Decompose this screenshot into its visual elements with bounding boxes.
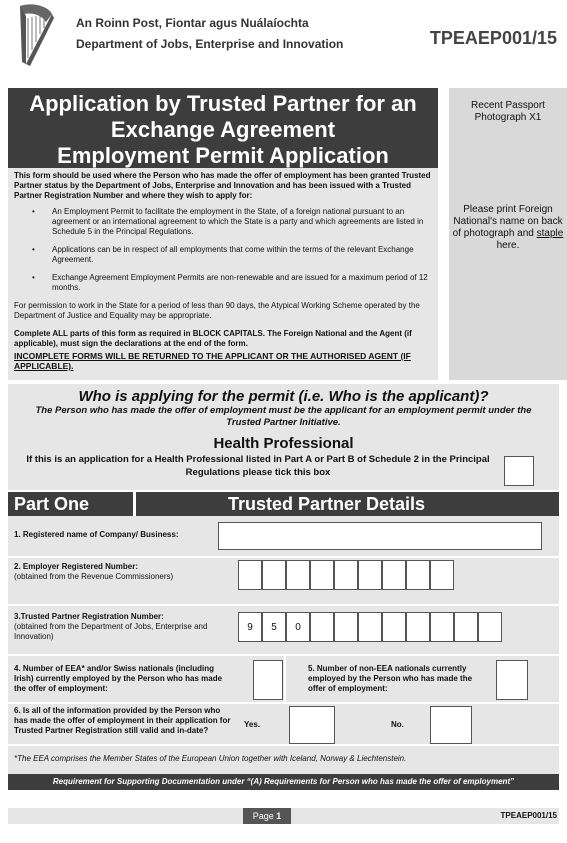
- health-professional-checkbox[interactable]: [504, 456, 534, 486]
- employer-number-cell[interactable]: [310, 560, 334, 590]
- q3-label: 3.Trusted Partner Registration Number:: [14, 612, 164, 621]
- employer-number-cell[interactable]: [382, 560, 406, 590]
- employer-number-cell[interactable]: [262, 560, 286, 590]
- photo-label: Recent Passport Photograph X1: [471, 100, 545, 123]
- photo-instruction-text: Please print Foreign National's name on back of photograph and: [452, 204, 563, 239]
- harp-logo-icon: [12, 2, 60, 70]
- page-number: 1: [276, 811, 282, 821]
- photo-instruction-end: here.: [496, 240, 520, 251]
- q3-sub: (obtained from the Department of Jobs, Enterprise and Innovation): [14, 622, 208, 641]
- photo-box: [449, 88, 567, 380]
- row-employer-number: [8, 558, 559, 606]
- instructions-box: [8, 168, 438, 380]
- q4-label: 4. Number of EEA* and/or Swiss nationals (including Irish) currently employed by the Person who has made the offer of employment:: [14, 664, 223, 693]
- employer-number-cells: [238, 560, 454, 590]
- page-label: Page: [252, 811, 277, 821]
- yes-label: Yes.: [244, 720, 261, 729]
- tp-number-cell[interactable]: [334, 612, 358, 642]
- tp-number-cell[interactable]: [430, 612, 454, 642]
- tp-number-cell[interactable]: [454, 612, 478, 642]
- company-name-field[interactable]: [218, 522, 542, 550]
- tp-number-cell[interactable]: 0: [286, 612, 310, 642]
- incomplete-warning: INCOMPLETE FORMS WILL BE RETURNED TO THE APPLICANT OR THE AUTHORISED AGENT (IF APPLICABLE).: [14, 351, 411, 371]
- list-item: • Applications can be in respect of all employments that come within the terms of the relevant Exchange Agreement.: [14, 245, 432, 265]
- row-tp-number: [8, 606, 559, 656]
- q6-label: 6. Is all of the information provided by the Person who has made the offer of employment in their application for Trusted Partner Registration still valid and in-date?: [14, 706, 231, 735]
- eea-footnote: *The EEA comprises the Member States of the European Union together with Iceland, Norway & Liechtenstein.: [14, 754, 407, 763]
- employer-number-cell[interactable]: [238, 560, 262, 590]
- eligibility-list: [14, 207, 432, 293]
- form-code: TPEAEP001/15: [429, 28, 557, 48]
- title-line-3: Employment Permit Application: [57, 143, 389, 168]
- no-checkbox[interactable]: [430, 706, 472, 744]
- tp-number-cell[interactable]: 5: [262, 612, 286, 642]
- tp-number-cell[interactable]: [310, 612, 334, 642]
- staple-word: staple: [536, 228, 564, 239]
- title-line-2: Exchange Agreement: [110, 117, 336, 142]
- tp-number-cell[interactable]: [406, 612, 430, 642]
- top-section: [8, 88, 564, 380]
- atypical-scheme-note: For permission to work in the State for a period of less than 90 days, the Atypical Working Scheme operated by the Department of Justice and Equality may be appropriate.: [14, 301, 420, 320]
- trusted-partner-form: [8, 516, 559, 790]
- complete-instructions: Complete ALL parts of this form as required in BLOCK CAPITALS. The Foreign National and the Agent (if applicable), must sign the declarations at the end of the form.: [14, 329, 412, 348]
- page-indicator: [243, 808, 291, 824]
- intro-text: This form should be used where the Person who has made the offer of employment has been granted Trusted Partner status by the Department of Jobs, Enterprise and Innovation and has been issued with a Trusted Partner Registration Number and where they wish to apply for:: [14, 171, 431, 200]
- part-title: Trusted Partner Details: [228, 494, 426, 514]
- tp-number-cell[interactable]: [358, 612, 382, 642]
- q2-label: 2. Employer Registered Number:: [14, 562, 139, 571]
- yes-checkbox[interactable]: [289, 706, 335, 744]
- part-label: Part One: [14, 494, 90, 514]
- tp-number-cell[interactable]: [382, 612, 406, 642]
- row-info-valid: [8, 704, 559, 746]
- part-divider: [133, 492, 136, 516]
- page-header: [0, 0, 567, 80]
- employer-number-cell[interactable]: [358, 560, 382, 590]
- no-label: No.: [391, 720, 404, 729]
- employer-number-cell[interactable]: [430, 560, 454, 590]
- employer-number-cell[interactable]: [406, 560, 430, 590]
- photo-instruction: [449, 204, 567, 252]
- tp-number-cell[interactable]: 9: [238, 612, 262, 642]
- title-line-1: Application by Trusted Partner for an: [29, 91, 417, 116]
- list-item: • An Employment Permit to facilitate the employment in the State, of a foreign national pursuant to an agreement or an international agreement to which the State is a party and which agreements are listed in Schedule 5 in the Principal Regulations.: [14, 207, 432, 237]
- form-title: [8, 88, 438, 168]
- eea-count-field[interactable]: [253, 660, 283, 700]
- part-one-header: [8, 492, 559, 516]
- column-divider: [284, 656, 286, 704]
- requirement-banner: Requirement for Supporting Documentation under “(A) Requirements for Person who has made the offer of employment”: [8, 774, 559, 790]
- list-item: • Exchange Agreement Employment Permits are non-renewable and are issued for a maximum period of 12 months.: [14, 273, 432, 293]
- employer-number-cell[interactable]: [286, 560, 310, 590]
- page-footer: [8, 808, 559, 824]
- row-employee-counts: [8, 656, 559, 704]
- tp-number-cells: [238, 612, 502, 642]
- non-eea-count-field[interactable]: [496, 660, 528, 700]
- footer-form-code: TPEAEP001/15: [500, 811, 557, 820]
- org-name-irish: An Roinn Post, Fiontar agus Nuálaíochta: [76, 16, 309, 30]
- q5-label: 5. Number of non-EEA nationals currently employed by the Person who has made the offer of employment:: [308, 664, 473, 693]
- row-company-name: [8, 516, 559, 558]
- applicant-question: Who is applying for the permit (i.e. Who is the applicant)?: [78, 388, 489, 405]
- applicant-section: [8, 384, 559, 490]
- health-professional-title: Health Professional: [213, 435, 354, 452]
- employer-number-cell[interactable]: [334, 560, 358, 590]
- applicant-subtext: The Person who has made the offer of employment must be the applicant for an employment permit under the Trusted Partner Initiative.: [35, 405, 532, 428]
- q1-label: 1. Registered name of Company/ Business:: [14, 530, 179, 539]
- org-name-english: Department of Jobs, Enterprise and Innovation: [76, 37, 344, 51]
- q2-sub: (obtained from the Revenue Commissioners): [14, 572, 174, 581]
- tp-number-cell[interactable]: [478, 612, 502, 642]
- health-professional-question: If this is an application for a Health Professional listed in Part A or Part B of Schedule 2 in the Principal Regulations please tick this box: [26, 454, 490, 478]
